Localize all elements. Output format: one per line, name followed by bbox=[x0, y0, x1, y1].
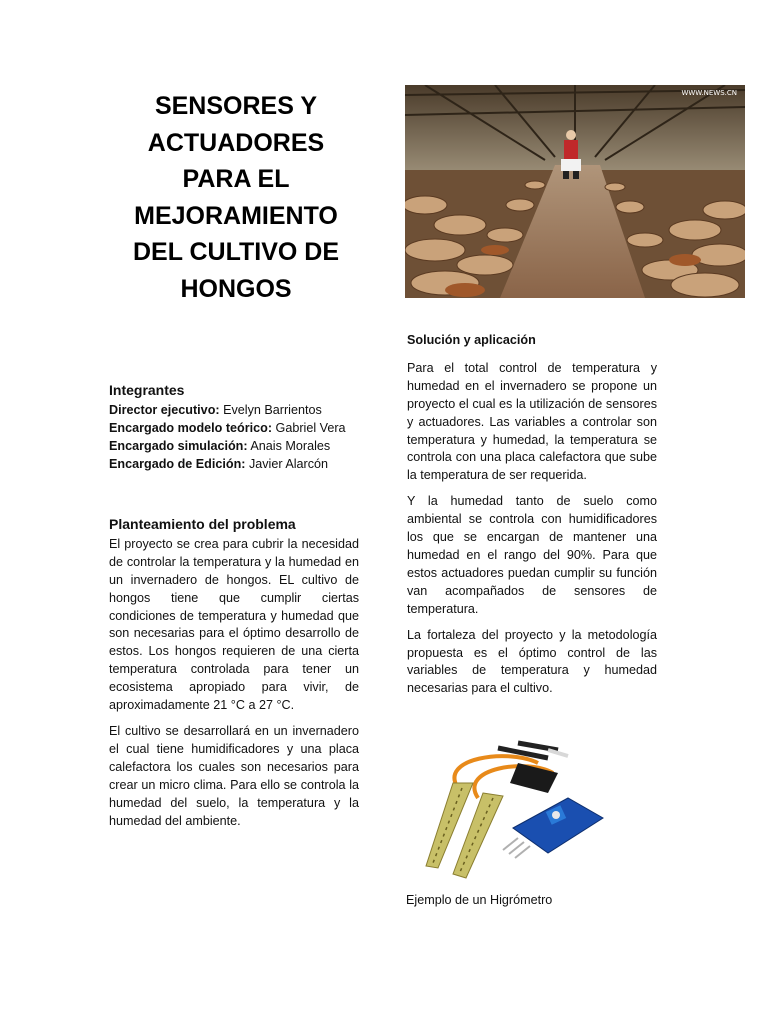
title-line: PARA EL bbox=[182, 165, 290, 193]
title-line: SENSORES Y bbox=[154, 92, 318, 120]
title-line: DEL CULTIVO DE bbox=[132, 238, 340, 266]
member-name: Evelyn Barrientos bbox=[223, 402, 322, 417]
solucion-heading: Solución y aplicación bbox=[407, 333, 536, 347]
hygrometer-sensor-icon bbox=[418, 738, 610, 886]
member-name: Anais Morales bbox=[250, 438, 331, 453]
solucion-paragraph-2: Y la humedad tanto de suelo como ambiental se controla con humidificadores los que se encargan de mantener una humedad en el rango del 90%. Para que estos actuadores puedan cumplir su función van acompañados de sensores de temperatura. bbox=[407, 494, 657, 616]
planteamiento-paragraph-2: El cultivo se desarrollará en un invernadero el cual tiene humidificadores y una placa calefactora los cuales son necesarios para crear un micro clima. Para ello se controla la humedad del suelo, la temperatura y la humedad del ambiente. bbox=[109, 723, 359, 828]
solucion-paragraph-1: Para el total control de temperatura y humedad en el invernadero se propone un proyecto el cual es la utilización de sensores y actuadores. Las variables a controlar son temperatura y humedad, la temperatura se controla con una placa calefactora que sube la temperatura de ser requerida. bbox=[407, 360, 657, 483]
planteamiento-paragraph-1: El proyecto se crea para cubrir la necesidad de controlar la temperatura y la humedad en un invernadero de hongos. EL cultivo de hongos tiene que cumplir ciertas condiciones de temperatura y humedad que son necesarias para el óptimo desarrollo de estos. Los hongos requieren de una cierta temperatura controlada para tener un ecosistema apropiado para vivir, de aproximadamente 21 °C a 27 °C. bbox=[109, 536, 359, 713]
document-title bbox=[110, 88, 362, 307]
member-role: Encargado modelo teórico: bbox=[109, 420, 273, 435]
solucion-paragraph-3: La fortaleza del proyecto y la metodología propuesta es el óptimo control de las variables de temperatura y humedad necesarias para el cultivo. bbox=[407, 627, 657, 696]
member-role: Encargado de Edición: bbox=[109, 456, 246, 471]
member-line bbox=[109, 420, 359, 438]
image-caption: Ejemplo de un Higrómetro bbox=[406, 893, 553, 907]
solucion-section bbox=[407, 332, 657, 706]
member-role: Encargado simulación: bbox=[109, 438, 248, 453]
photo-watermark: WWW.NEWS.CN bbox=[681, 89, 737, 97]
member-line bbox=[109, 402, 359, 420]
member-name: Gabriel Vera bbox=[275, 420, 346, 435]
member-role: Director ejecutivo: bbox=[109, 402, 220, 417]
mushroom-greenhouse-photo bbox=[405, 85, 745, 298]
title-line: HONGOS bbox=[180, 274, 292, 303]
integrantes-section bbox=[109, 382, 359, 474]
integrantes-heading: Integrantes bbox=[109, 382, 185, 398]
member-line bbox=[109, 456, 359, 474]
planteamiento-heading: Planteamiento del problema bbox=[109, 516, 296, 532]
title-line: ACTUADORES bbox=[147, 128, 325, 157]
member-name: Javier Alarcón bbox=[248, 456, 329, 471]
member-line bbox=[109, 438, 359, 456]
hygrometer-image bbox=[418, 738, 610, 886]
title-line: MEJORAMIENTO bbox=[134, 201, 338, 230]
mushroom-greenhouse-photo-icon bbox=[405, 85, 745, 298]
planteamiento-section bbox=[109, 516, 359, 838]
